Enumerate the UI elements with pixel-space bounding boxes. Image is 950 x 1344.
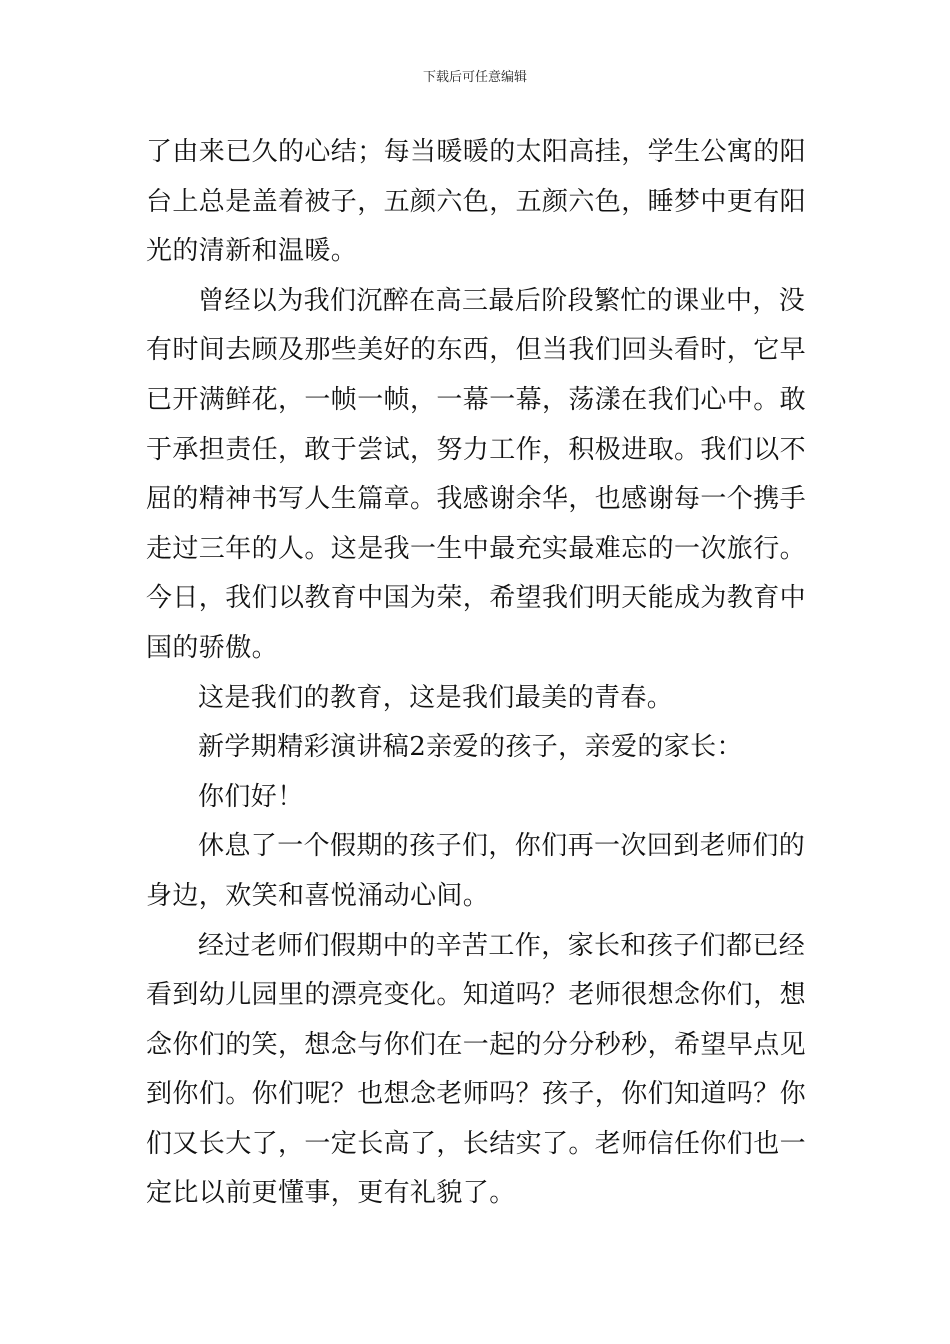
text-line: 身边，欢笑和喜悦涌动心间。 — [146, 880, 490, 911]
paragraph-start: 这是我们的教育，这是我们最美的青春。 — [198, 682, 674, 713]
document-body — [146, 128, 808, 1219]
text-line: 于承担责任，敢于尝试，努力工作，积极进取。我们以不 — [146, 434, 807, 465]
paragraph-start: 休息了一个假期的孩子们，你们再一次回到老师们的 — [198, 831, 806, 862]
text-line: 们又长大了，一定长高了，长结实了。老师信任你们也一 — [146, 1128, 807, 1159]
text-line: 台上总是盖着被子，五颜六色，五颜六色，睡梦中更有阳 — [146, 186, 807, 217]
text-line: 有时间去顾及那些美好的东西，但当我们回头看时，它早 — [146, 335, 807, 366]
text-line: 国的骄傲。 — [146, 632, 279, 663]
text-line: 光的清新和温暖。 — [146, 236, 358, 267]
paragraph-start: 新学期精彩演讲稿2亲爱的孩子，亲爱的家长： — [198, 732, 743, 763]
page-header: 下载后可任意编辑 — [422, 70, 527, 85]
text-line: 屈的精神书写人生篇章。我感谢余华，也感谢每一个携手 — [146, 484, 807, 515]
paragraph-start: 经过老师们假期中的辛苦工作，家长和孩子们都已经 — [198, 930, 806, 961]
text-line: 到你们。你们呢？也想念老师吗？孩子，你们知道吗？你 — [146, 1079, 807, 1110]
text-line: 已开满鲜花，一帧一帧，一幕一幕，荡漾在我们心中。敢 — [146, 384, 807, 415]
text-line: 了由来已久的心结；每当暖暖的太阳高挂，学生公寓的阳 — [146, 137, 807, 167]
text-line: 念你们的笑，想念与你们在一起的分分秒秒，希望早点见 — [146, 1029, 807, 1060]
text-line: 今日，我们以教育中国为荣，希望我们明天能成为教育中 — [146, 583, 807, 614]
text-line: 走过三年的人。这是我一生中最充实最难忘的一次旅行。 — [146, 533, 807, 564]
text-line: 看到幼儿园里的漂亮变化。知道吗？老师很想念你们，想 — [146, 980, 807, 1011]
paragraph-start: 曾经以为我们沉醉在高三最后阶段繁忙的课业中，没 — [198, 285, 806, 316]
paragraph-start: 你们好！ — [198, 781, 304, 812]
text-line: 定比以前更懂事，更有礼貌了。 — [146, 1178, 516, 1209]
